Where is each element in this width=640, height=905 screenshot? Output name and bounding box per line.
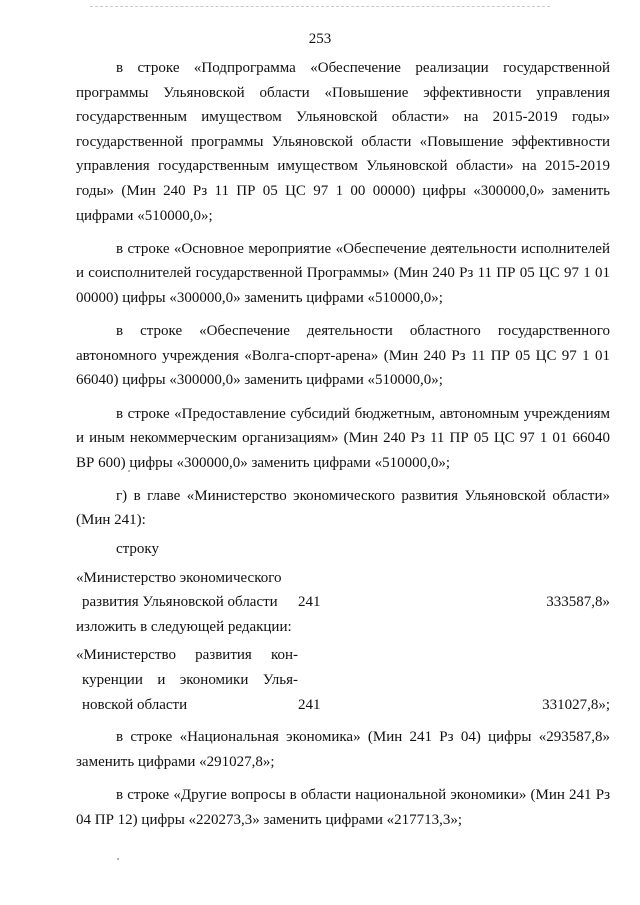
old-amount: 333587,8» <box>546 594 610 611</box>
new-row-line <box>76 693 610 718</box>
paragraph: в строке «Обеспечение деятельности областного государственного автономного учреждения «Волга-спорт-арена» (Мин 240 Рз 11 ПР 05 ЦС 97 1 01 66040) цифры «300000,0» заменить цифрами «510000,0»; <box>76 323 610 389</box>
new-row-line <box>76 643 610 668</box>
old-code: 241 <box>298 594 321 611</box>
redaction-label: изложить в следующей редакции: <box>76 618 292 635</box>
paragraph: в строке «Подпрограмма «Обеспечение реализации государственной программы Ульяновской области «Повышение эффективности управления государственным имуществом Ульяновской области» на 2015-2019 годы» государственной программы Ульяновской области «Повышение эффективности управления государственным имуществом Ульяновской области» на 2015-2019 годы» (Мин 240 Рз 11 ПР 05 ЦС 97 1 00 00000) цифры «300000,0» заменить цифрами «510000,0»; <box>76 60 610 224</box>
new-name-line3: новской области <box>82 696 188 713</box>
stroku-row <box>76 537 610 562</box>
old-row-line <box>76 566 610 591</box>
new-name-line1: «Министерство развития кон- <box>76 647 298 664</box>
redaction-line <box>76 615 610 640</box>
new-code: 241 <box>298 696 321 713</box>
new-table-row <box>76 643 610 717</box>
new-name-line2: куренции и экономики Улья- <box>82 672 298 689</box>
new-amount: 331027,8»; <box>542 696 610 713</box>
old-name-line2: развития Ульяновской области <box>82 594 278 611</box>
paragraph: в строке «Национальная экономика» (Мин 241 Рз 04) цифры «293587,8» заменить цифрами «291027,8»; <box>76 729 610 770</box>
paragraph: в строке «Другие вопросы в области национальной экономики» (Мин 241 Рз 04 ПР 12) цифры «220273,3» заменить цифрами «217713,3»; <box>76 787 610 828</box>
old-name-line1: «Министерство экономического <box>76 569 282 586</box>
stroku-label: строку <box>116 541 159 558</box>
paragraph: в строке «Основное мероприятие «Обеспечение деятельности исполнителей и соисполнителей государственной Программы» (Мин 240 Рз 11 ПР 05 ЦС 97 1 01 00000) цифры «300000,0» заменить цифрами «510000,0»; <box>76 240 610 306</box>
paragraph: в строке «Предоставление субсидий бюджетным, автономным учреждениям и иным некоммерческим организациям» (Мин 240 Рз 11 ПР 05 ЦС 97 1 01 66040 ВР 600) цифры «300000,0» заменить цифрами «510000,0»; <box>76 405 610 471</box>
old-row-line <box>76 590 610 615</box>
page-number: 253 <box>308 31 332 47</box>
new-row-line <box>76 668 610 693</box>
scan-artifact <box>90 6 550 9</box>
old-table-row <box>76 566 610 640</box>
paragraph: г) в главе «Министерство экономического развития Ульяновской области» (Мин 241): <box>76 487 610 529</box>
document-body <box>76 56 610 841</box>
scan-speck <box>117 858 119 860</box>
